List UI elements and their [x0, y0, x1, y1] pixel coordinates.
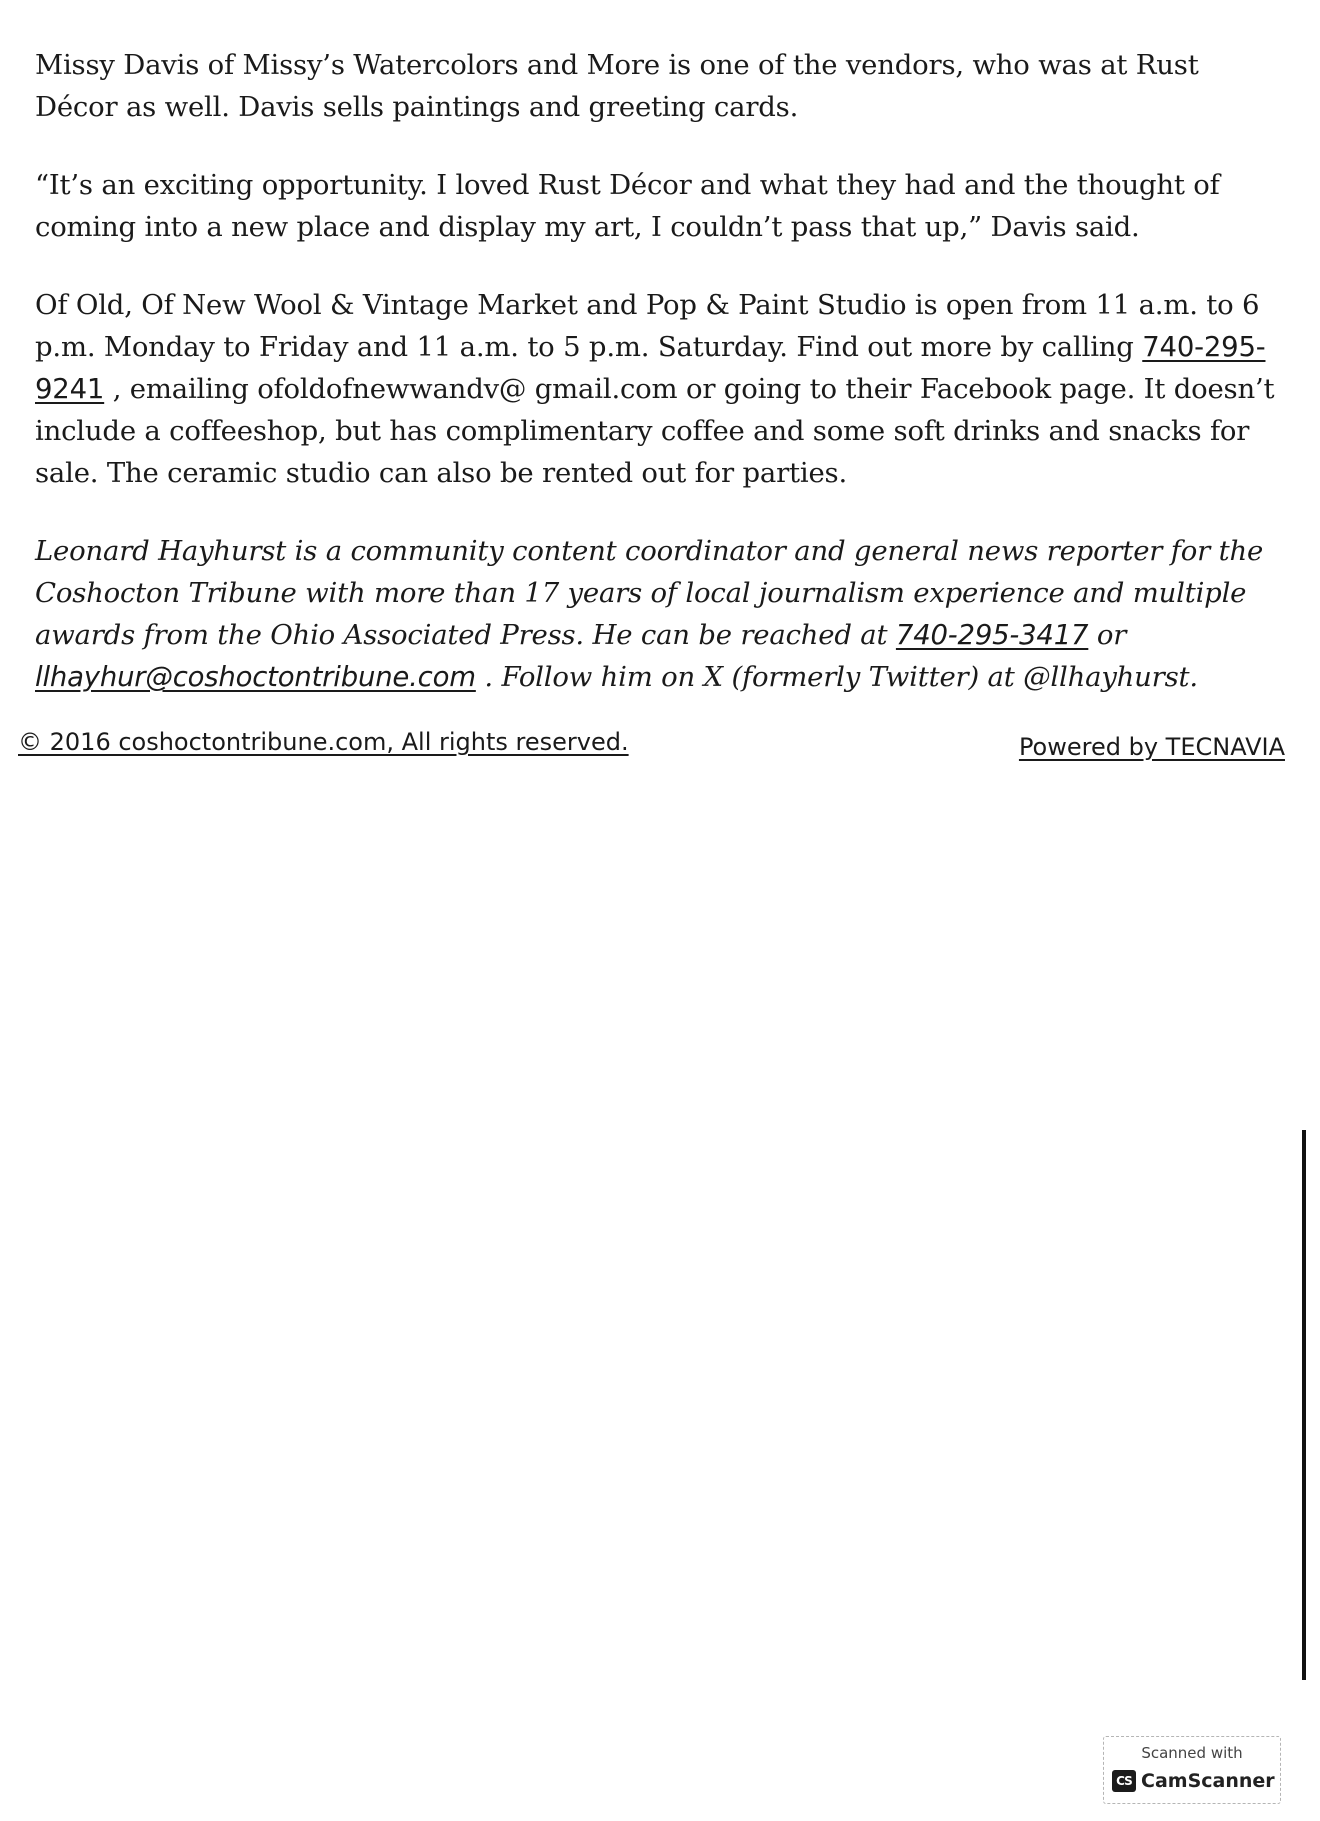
author-bio [35, 530, 1275, 698]
article-body [35, 44, 1275, 734]
camscanner-name: CamScanner [1141, 1770, 1275, 1792]
store-phone-link[interactable]: 740-295-9241 [35, 331, 1266, 405]
author-phone-link[interactable]: 740-295-3417 [895, 619, 1089, 651]
paragraph-vendor: Missy Davis of Missy’s Watercolors and More is one of the vendors, who was at Rust Décor as well. Davis sells paintings and greeting cards. [35, 49, 1199, 123]
powered-by-link[interactable]: Powered by TECNAVIA [1018, 733, 1285, 761]
hours-text: Of Old, Of New Wool & Vintage Market and Pop & Paint Studio is open from 11 a.m. to 6 p.m. Monday to Friday and 11 a.m. to 5 p.m. Saturday. Find out more by calling [35, 289, 1260, 363]
paragraph-hours [35, 284, 1275, 494]
camscanner-watermark [1103, 1736, 1281, 1804]
bio-text: Leonard Hayhurst is a community content coordinator and general news reporter for the Coshocton Tribune with more than 17 years of local journalism experience and multiple awards from the Ohio Associated Press. He can be reached at [35, 535, 1264, 651]
scanned-with-label: Scanned with [1141, 1744, 1243, 1762]
author-email-link[interactable]: llhayhur@coshoctontribune.com [35, 661, 476, 693]
bio-follow: . Follow him on X (formerly Twitter) at @llhayhurst. [475, 661, 1198, 693]
copyright-link[interactable]: © 2016 coshoctontribune.com, All rights reserved. [18, 728, 629, 756]
hours-text-continued: , emailing ofoldofnewwandv@ gmail.com or going to their Facebook page. It doesn’t include a coffeeshop, but has complimentary coffee and some soft drinks and snacks for sale. The ceramic studio can also be rented out for parties. [35, 373, 1275, 489]
camscanner-logo-icon: CS [1112, 1770, 1136, 1792]
camscanner-brand [1112, 1770, 1275, 1792]
paragraph-quote: “It’s an exciting opportunity. I loved Rust Décor and what they had and the thought of coming into a new place and display my art, I couldn’t pass that up,” Davis said. [35, 169, 1220, 243]
scan-edge-shadow [1302, 1130, 1306, 1680]
bio-or: or [1088, 619, 1127, 651]
